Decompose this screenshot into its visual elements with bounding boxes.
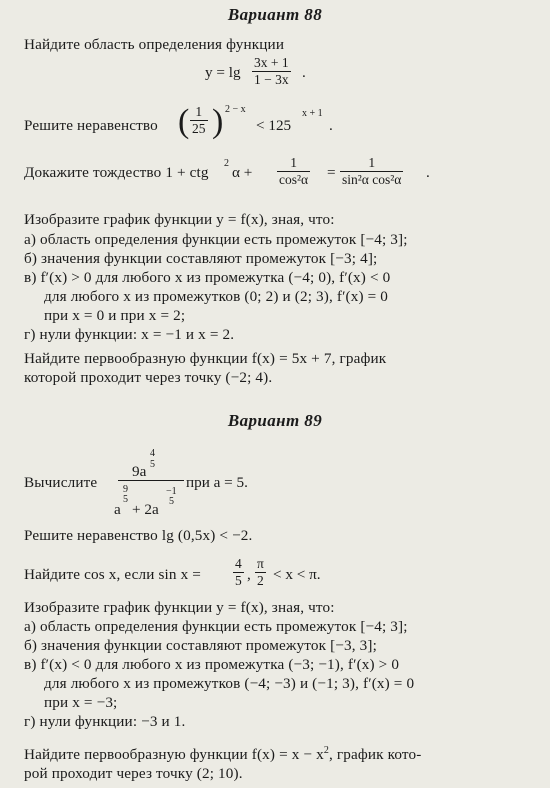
graph-condition-v-89: в) f′(x) < 0 для любого x из промежутка (−3; −1), f′(x) > 0 [24,656,400,673]
antiderivative-square: 2 [323,745,329,756]
numerator-9a: 9a [132,463,147,480]
task-inequality-text: Решите неравенство [24,117,158,134]
inequality-rhs: < 125 [256,117,292,134]
task-compute-text: Вычислите [24,474,98,491]
fraction-one-25 [190,104,208,137]
fraction-denominator: 1 − 3x [254,72,289,87]
task-log-inequality: Решите неравенство lg (0,5x) < −2. [24,527,253,544]
graph-condition-a: а) область определения функции есть промежуток [−4; 3]; [24,231,408,248]
graph-condition-b-89: б) значения функции составляют промежуток [−3, 3]; [24,637,377,654]
antiderivative-task: Найдите первообразную функции f(x) = 5x + 7, график [24,350,387,367]
fraction-denominator: sin²α cos²α [342,172,402,187]
denominator-exp1-9: 9 [123,484,128,495]
formula-period: . [302,64,306,81]
ctg-square: 2 [224,158,229,169]
exponent-x-plus-1: x + 1 [302,108,323,119]
graph-condition-v-cont-89: для любого x из промежутков (−4; −3) и (−1; 3), f′(x) = 0 [44,675,415,692]
identity-equals: = [327,164,336,181]
graph-condition-v-end: при x = 0 и при x = 2; [44,307,186,324]
graph-condition-v: в) f′(x) > 0 для любого x из промежутка (−4; 0), f′(x) < 0 [24,269,391,286]
graph-condition-b: б) значения функции составляют промежуток [−3; 4]; [24,250,378,267]
graph-condition-v-end-89: при x = −3; [44,694,118,711]
exponent-2-minus-x: 2 − x [225,104,246,115]
cos-task-comma: , [247,566,251,583]
graph-condition-g: г) нули функции: x = −1 и x = 2. [24,326,235,343]
graph-task-intro-89: Изобразите график функции y = f(x), зная, что: [24,599,335,616]
fraction-denominator: 25 [192,121,206,136]
fraction-denominator: 2 [257,573,264,588]
numerator-exp-5: 5 [150,459,155,470]
left-paren: ( [178,103,190,140]
fraction-numerator: 1 [340,155,403,172]
numerator-exp-4: 4 [150,448,155,459]
fraction-numerator: 1 [190,104,208,121]
fraction-one-over-cos [277,155,310,188]
graph-condition-v-cont: для любого x из промежутков (0; 2) и (2; 3), f′(x) = 0 [44,288,389,305]
task-domain-text: Найдите область определения функции [24,36,285,53]
fraction-numerator: 4 [235,556,242,571]
right-paren: ) [212,103,224,140]
antiderivative-task-cont-89: рой проходит через точку (2; 10). [24,765,243,782]
cos-task-range: < x < π. [273,566,321,583]
graph-condition-g-89: г) нули функции: −3 и 1. [24,713,186,730]
fraction-numerator: 1 [277,155,310,172]
antiderivative-text-b: , график кото- [328,746,422,764]
formula-lg-fraction [252,55,291,88]
compute-at-a: при a = 5. [186,474,248,491]
inequality-period: . [329,117,333,134]
denominator-exp1-5: 5 [123,494,128,505]
graph-task-intro: Изобразите график функции y = f(x), зная, что: [24,211,335,228]
task-identity-text: Докажите тождество 1 + ctg [24,164,209,181]
fraction-numerator: 3x + 1 [254,55,289,70]
fraction-denominator: cos²α [279,172,309,187]
variant-89-title: Вариант 89 [227,411,323,430]
fraction-one-over-sincos [340,155,403,188]
graph-condition-a-89: а) область определения функции есть промежуток [−4; 3]; [24,618,408,635]
denominator-exp2-5: 5 [169,496,174,507]
antiderivative-task-cont: которой проходит через точку (−2; 4). [24,369,273,386]
antiderivative-task-89 [24,745,421,764]
task-cos-text: Найдите cos x, если sin x = [24,566,201,583]
fraction-4-5 [233,556,244,589]
variant-88-title: Вариант 88 [227,5,323,24]
fraction-numerator: π [257,556,264,571]
denominator-plus-2a: + 2a [132,501,159,518]
antiderivative-text-a: Найдите первообразную функции f(x) = x − x [24,746,324,764]
identity-period: . [426,164,430,181]
denominator-exp2-minus1: −1 [166,486,177,497]
fraction-pi-2 [255,556,266,589]
identity-alpha-plus: α + [232,164,253,181]
fraction-denominator: 5 [235,573,242,588]
denominator-a: a [114,501,121,518]
formula-y-lg: y = lg [205,64,241,81]
